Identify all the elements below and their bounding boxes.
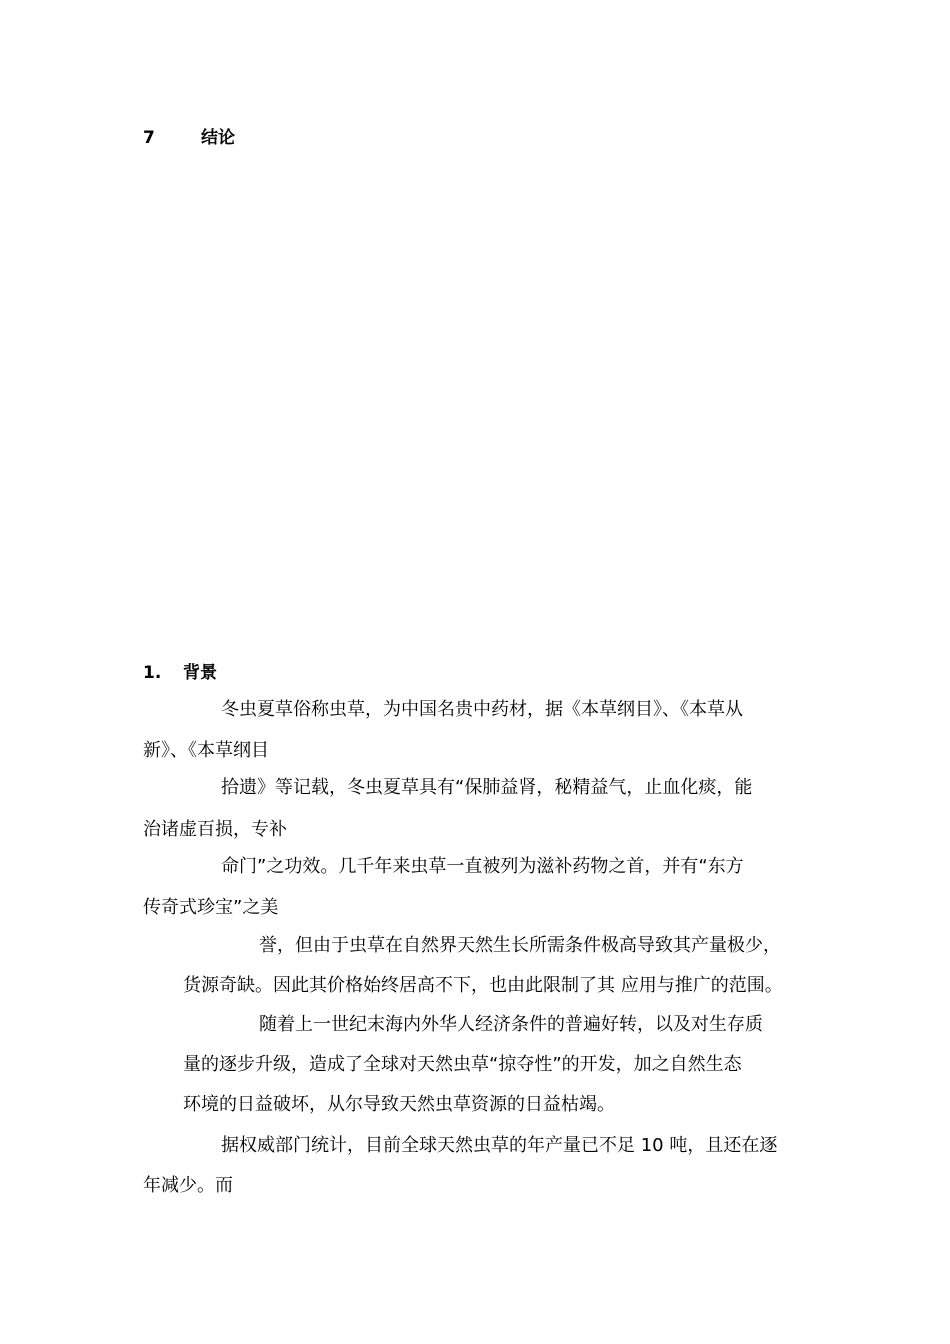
section-number: 1. [143, 663, 162, 683]
body-line: 据权威部门统计，目前全球天然虫草的年产量已不足 10 吨，且还在逐 [221, 1135, 778, 1156]
body-line: 随着上一世纪末海内外华人经济条件的普遍好转，以及对生存质 [259, 1014, 763, 1035]
body-line: 货源奇缺。因此其价格始终居高不下，也由此限制了其 应用与推广的范围。 [183, 975, 783, 996]
body-line: 命门”之功效。几千年来虫草一直被列为滋补药物之首，并有“东方 [221, 856, 744, 877]
body-line: 冬虫夏草俗称虫草，为中国名贵中药材，据《本草纲目》、《本草从 [221, 699, 743, 720]
body-line: 传奇式珍宝”之美 [143, 897, 279, 918]
body-line: 誉，但由于虫草在自然界天然生长所需条件极高导致其产量极少， [259, 935, 781, 956]
section-title: 背景 [183, 663, 217, 683]
body-line: 年减少。而 [143, 1175, 233, 1196]
body-line: 新》、《本草纲目 [143, 740, 269, 761]
body-line: 拾遗》等记载，冬虫夏草具有“保肺益肾，秘精益气，止血化痰，能 [221, 777, 753, 798]
body-line: 量的逐步升级，造成了全球对天然虫草“掠夺性”的开发，加之自然生态 [183, 1054, 742, 1075]
body-line: 环境的日益破坏，从尔导致天然虫草资源的日益枯竭。 [183, 1094, 615, 1115]
toc-entry-title: 结论 [201, 128, 235, 148]
body-line: 治诸虚百损，专补 [143, 819, 287, 840]
toc-entry-number: 7 [143, 128, 155, 148]
